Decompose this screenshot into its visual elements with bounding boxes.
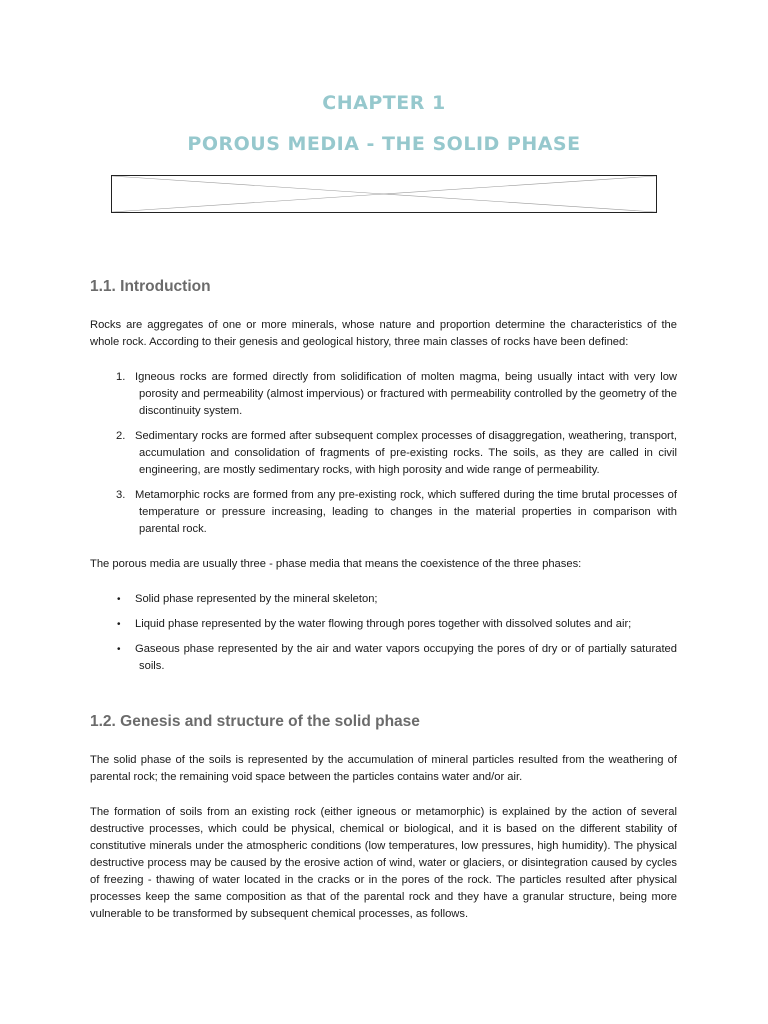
section-heading-introduction: 1.1. Introduction: [90, 278, 211, 295]
list-item-text: Igneous rocks are formed directly from solidification of molten magma, being usually intact with very low porosity and permeability (almost impervious) or fractured with permeability controlled by the geometry of the discontinuity system.: [135, 371, 677, 417]
list-item-text: Liquid phase represented by the water flowing through pores together with dissolved solutes and air;: [135, 618, 632, 630]
bullet-icon: •: [117, 644, 121, 655]
list-number: 3.: [116, 489, 126, 501]
intro-paragraph: Rocks are aggregates of one or more minerals, whose nature and proportion determine the characteristics of the whole rock. According to their genesis and geological history, three main classes of rocks have been defined:: [90, 319, 677, 348]
list-item: [90, 616, 677, 633]
list-item: [90, 591, 677, 608]
chapter-title: POROUS MEDIA - THE SOLID PHASE: [187, 133, 581, 155]
placeholder-cross-icon: [112, 176, 656, 212]
list-item-text: Sedimentary rocks are formed after subsequent complex processes of disaggregation, weathering, transport, accumulation and consolidation of fragments of pre-existing rocks. The soils, as they are called in civil engineering, are mostly sedimentary rocks, with high porosity and wide range of permeability.: [135, 430, 677, 476]
list-item-text: Gaseous phase represented by the air and water vapors occupying the pores of dry or of partially saturated soils.: [135, 643, 677, 672]
list-item-text: Solid phase represented by the mineral skeleton;: [135, 593, 378, 605]
list-item: [90, 641, 677, 675]
bullet-icon: •: [117, 619, 121, 630]
list-item: [90, 428, 677, 479]
section-heading-genesis: 1.2. Genesis and structure of the solid phase: [90, 713, 420, 730]
list-item: [90, 369, 677, 420]
phases-list: [90, 591, 677, 675]
document-body: [90, 276, 677, 923]
list-item-text: Metamorphic rocks are formed from any pre-existing rock, which suffered during the time brutal processes of temperature or pressure increasing, leading to changes in the material properties in comparison with parental rock.: [135, 489, 677, 535]
chapter-label: CHAPTER 1: [322, 92, 446, 114]
list-number: 1.: [116, 371, 126, 383]
bullet-icon: •: [117, 594, 121, 605]
image-placeholder: [111, 175, 657, 213]
phases-intro-paragraph: The porous media are usually three - phase media that means the coexistence of the three phases:: [90, 558, 582, 570]
genesis-paragraph-2: The formation of soils from an existing rock (either igneous or metamorphic) is explained by the action of several destructive processes, which could be physical, chemical or biological, and it is based on the different stability of constitutive minerals under the atmospheric conditions (low temperatures, low pressures, high humidity). The physical destructive process may be caused by the erosive action of wind, water or glaciers, or disintegration caused by cycles of freezing - thawing of water located in the cracks or in the pores of the rock. The particles resulted after physical processes keep the same composition as that of the parental rock and they have a granular structure, being more vulnerable to be transformed by subsequent chemical processes, as follows.: [90, 806, 677, 920]
rock-classes-list: [90, 369, 677, 538]
list-item: [90, 487, 677, 538]
genesis-paragraph-1: The solid phase of the soils is represented by the accumulation of mineral particles resulted from the weathering of parental rock; the remaining void space between the particles contains water and/or air.: [90, 754, 677, 783]
list-number: 2.: [116, 430, 126, 442]
